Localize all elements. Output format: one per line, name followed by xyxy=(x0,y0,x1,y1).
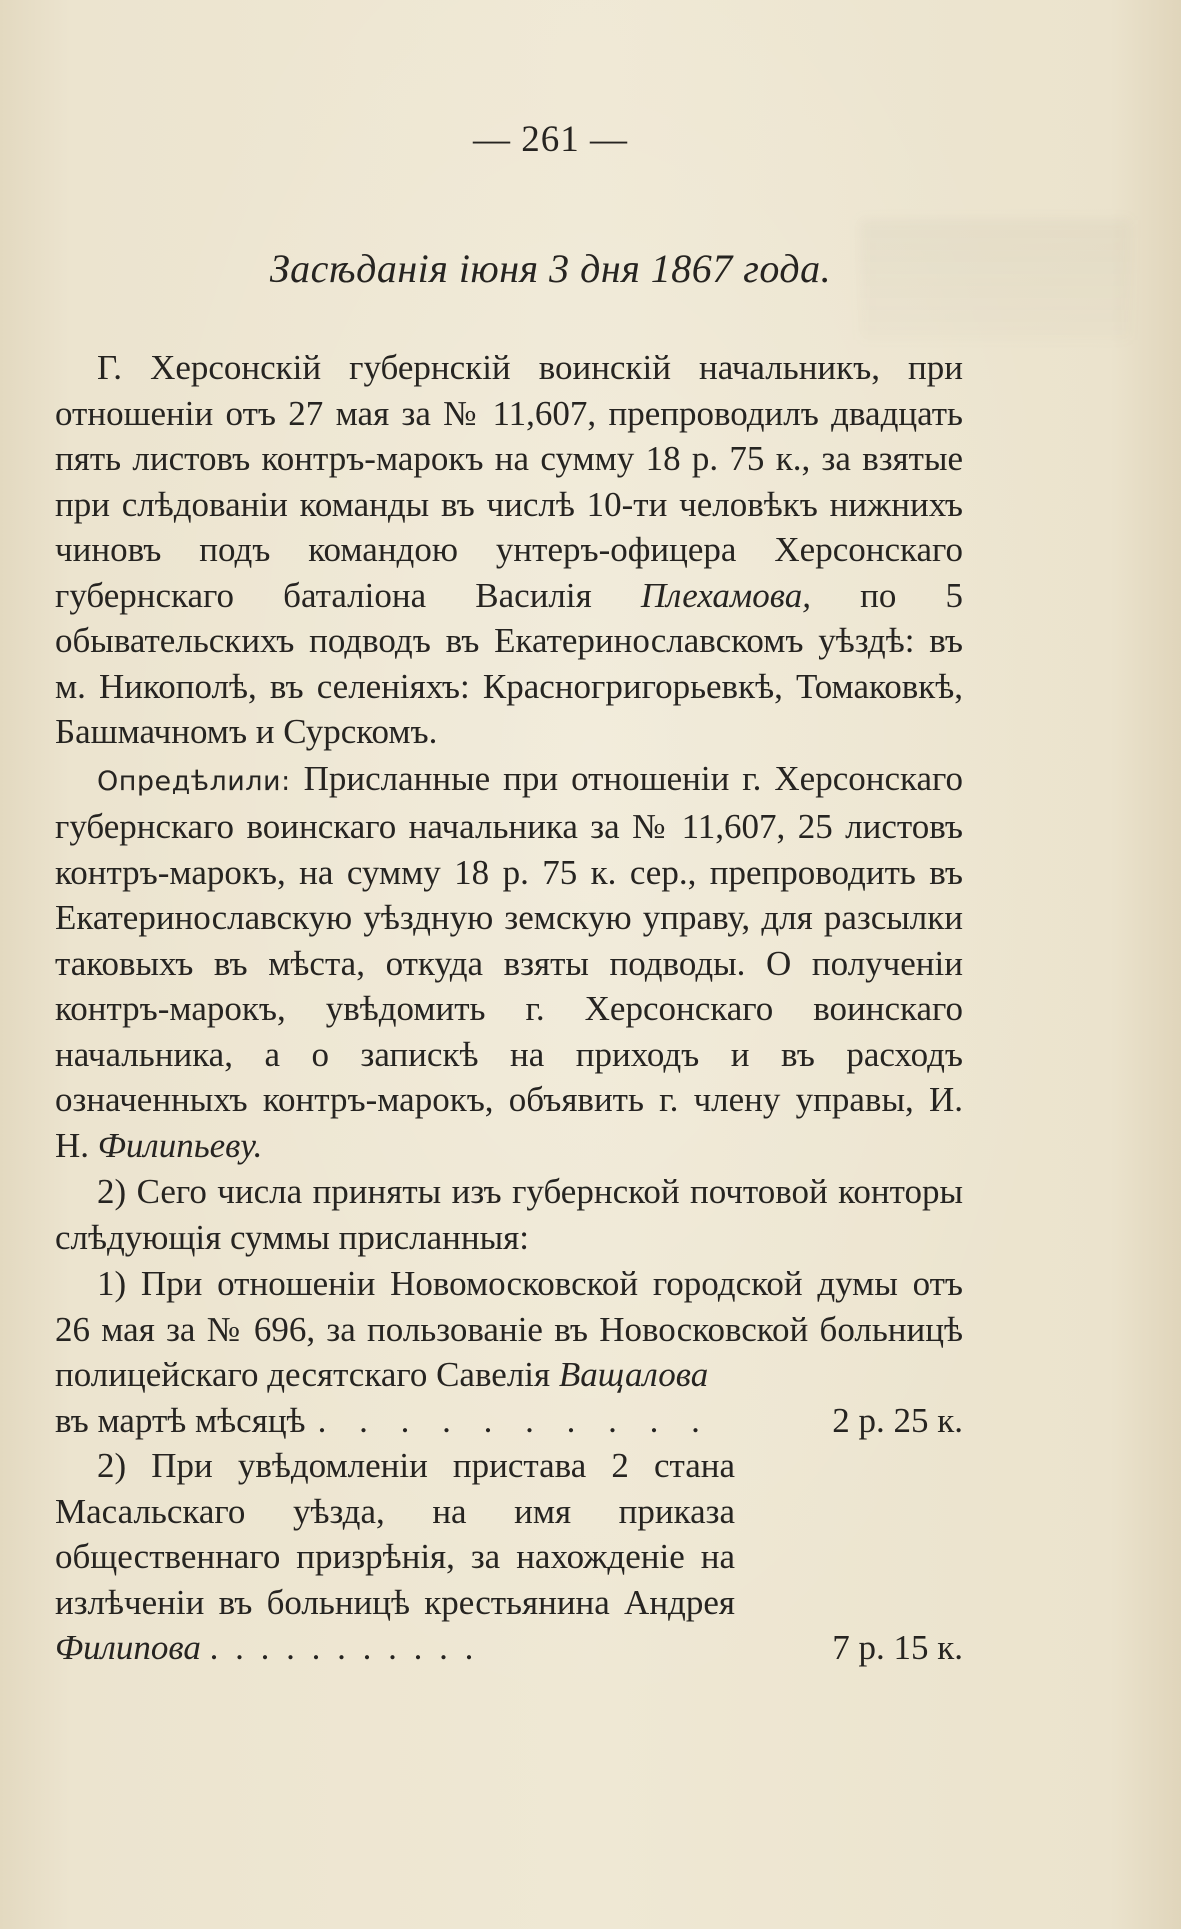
list-item-1-text: 1) При отношеніи Новомосковской городской думы отъ 26 мая за № 696, за пользованіе въ Новосковской больницѣ полицейскаго десятскаго Савелія xyxy=(55,1264,963,1394)
list-item-2-amount: 7 р. 15 к. xyxy=(832,1628,963,1667)
paragraph-receipts: 2) Сего числа приняты изъ губернской почтовой конторы слѣдующія суммы присланныя: xyxy=(55,1172,963,1257)
person-name-filipov: Филипова xyxy=(55,1628,201,1667)
paragraph-resolution xyxy=(55,756,963,1169)
list-item-1 xyxy=(55,1261,963,1443)
list-item-1-last-line: въ мартѣ мѣсяцѣ xyxy=(55,1400,306,1440)
paragraph-report xyxy=(55,345,963,755)
list-item-2 xyxy=(55,1443,963,1671)
list-item-2-block xyxy=(55,1443,735,1671)
list-item-1-leader xyxy=(55,1398,963,1444)
person-name-filipyev: Филипьеву. xyxy=(97,1125,263,1165)
paragraph-report-text: Г. Херсонскій губернскій воинскій начальникъ, при отношеніи отъ 27 мая за № 11,607, препроводилъ двадцать пять листовъ контръ-марокъ на сумму 18 р. 75 к., за взятые при слѣдованіи команды въ числѣ 10-ти человѣкъ нижнихъ чиновъ подъ командою унтеръ-офицера Херсонскаго губернскаго баталіона Василія xyxy=(55,348,963,615)
person-name-plekhamov: Плехамова, xyxy=(640,575,811,615)
list-item-1-amount: 2 р. 25 к. xyxy=(832,1400,963,1440)
session-heading: Засѣданія іюня 3 дня 1867 года. xyxy=(269,246,832,291)
paragraph-report-text-end: по 5 обывательскихъ подводъ въ Екатеринославскомъ уѣздѣ: въ м. Никополѣ, въ селеніяхъ: Красногригорьевкѣ, Томаковкѣ, Башмачномъ и Сурскомъ. xyxy=(55,575,963,751)
dot-leader: . . . . . . . . . . . xyxy=(209,1628,478,1667)
dot-leader: . . . . . . . . . . xyxy=(317,1400,712,1440)
page-number: — 261 — xyxy=(473,119,628,160)
list-item-2-text: 2) При увѣдомленіи пристава 2 стана Масальскаго уѣзда, на имя приказа общественнаго призрѣнія, за нахожденіе на излѣченіи въ больницѣ крестьянина Андрея xyxy=(55,1446,735,1622)
page-body xyxy=(55,345,963,1671)
person-name-vashchalov: Ващалова xyxy=(558,1355,709,1394)
paragraph-resolution-text: Присланные при отношеніи г. Херсонскаго губернскаго воинскаго начальника за № 11,607, 25 листовъ контръ-марокъ, на сумму 18 р. 75 к. сер., препроводить въ Екатеринославскую уѣздную земскую управу, для разсылки таковыхъ въ мѣста, откуда взяты подводы. О полученіи контръ-марокъ, увѣдомить г. Херсонскаго воинскаго начальника, а о запискѣ на приходъ и въ расходъ означенныхъ контръ-марокъ, объявить г. члену управы, И. Н. xyxy=(55,758,963,1165)
resolution-label: Опредѣлили: xyxy=(97,765,291,797)
